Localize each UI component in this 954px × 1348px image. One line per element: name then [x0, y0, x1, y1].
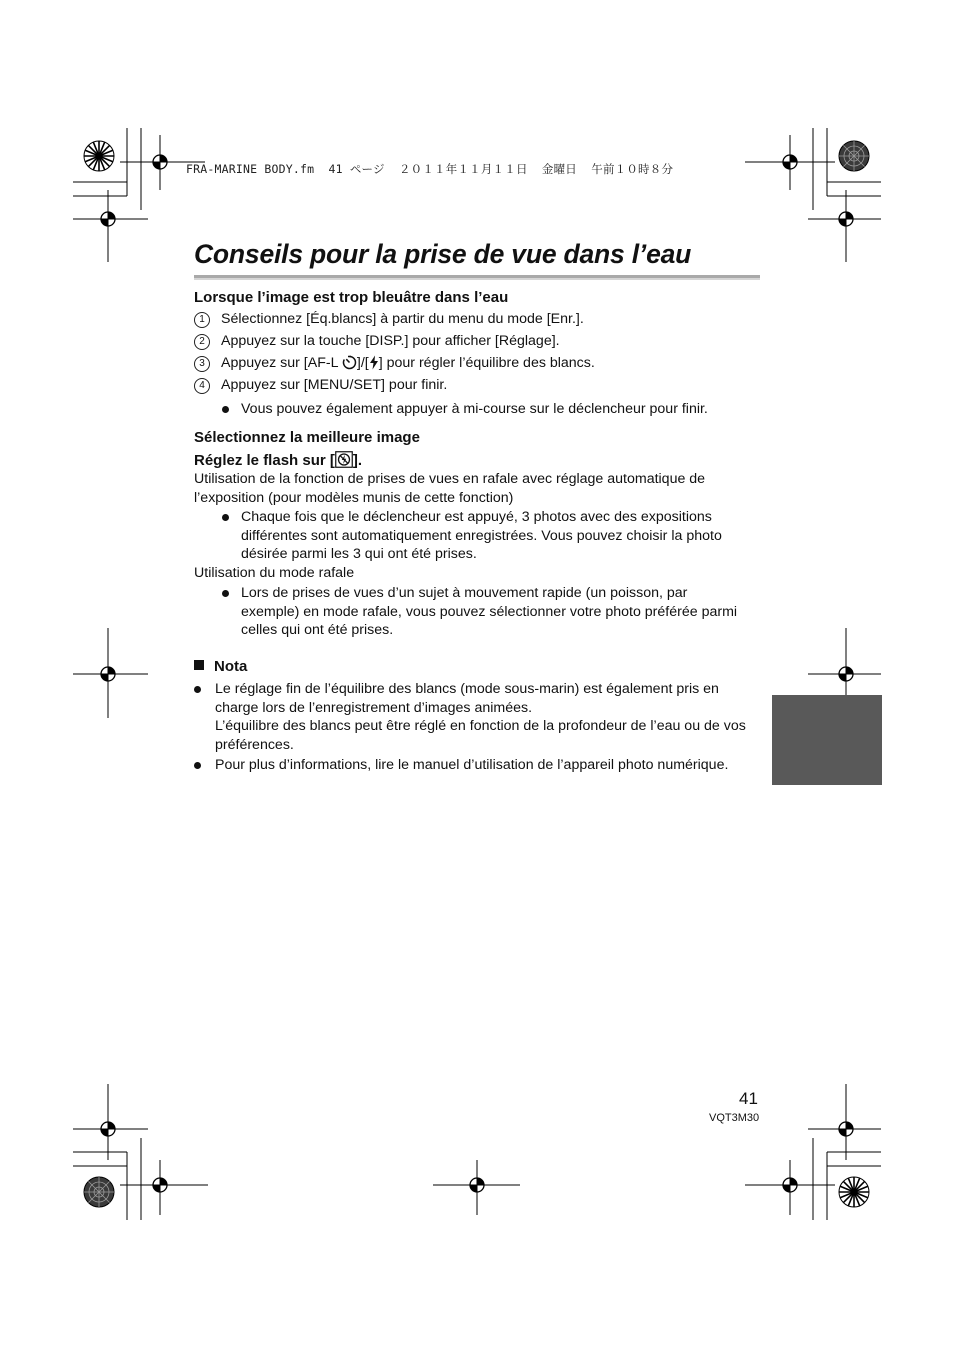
square-bullet-icon: [194, 660, 204, 670]
list-item: [194, 680, 762, 754]
step-2: [194, 333, 560, 350]
bullet-text: [215, 680, 746, 754]
text-line: L’équilibre des blancs peut être réglé en fonction de la profondeur de l’eau ou de vos: [215, 718, 746, 735]
file-header-line: FRA-MARINE BODY.fm 41 ページ ２０１１年１１月１１日 金曜日 午前１０時８分: [186, 162, 674, 176]
section2-subheading: [194, 451, 362, 469]
bullet-text: Vous pouvez également appuyer à mi-course sur le déclencheur pour finir.: [241, 401, 708, 417]
section1-heading: Lorsque l’image est trop bleuâtre dans l’eau: [194, 289, 509, 306]
flash-icon: [369, 355, 379, 370]
list-item: [194, 756, 762, 775]
document-code: VQT3M30: [709, 1112, 760, 1124]
list-item: [222, 400, 762, 419]
bullet-text: Pour plus d’informations, lire le manuel d’utilisation de l’appareil photo numérique.: [215, 757, 729, 773]
step-text: Appuyez sur [MENU/SET] pour finir.: [221, 377, 448, 393]
bullet-icon: [222, 514, 229, 521]
text-line: Chaque fois que le déclencheur est appuyé, 3 photos avec des expositions: [241, 509, 712, 525]
flash-off-icon: [335, 451, 353, 468]
step-number: 2: [194, 334, 210, 350]
list-item: [222, 508, 762, 564]
step-1: [194, 311, 584, 328]
page-title: Conseils pour la prise de vue dans l’eau: [194, 239, 692, 269]
nota-heading: [194, 658, 247, 675]
list-item: [222, 584, 762, 640]
bullet-icon: [222, 406, 229, 413]
text-line: charge lors de l’enregistrement d’images animées.: [215, 699, 533, 716]
text-line: celles qui ont été prises.: [241, 622, 394, 639]
step-3: [194, 355, 595, 372]
bullet-icon: [194, 762, 201, 769]
text-line: désirée parmi les 3 qui ont été prises.: [241, 546, 477, 563]
step-number: 3: [194, 356, 210, 372]
paragraph-1: [194, 470, 705, 507]
text-line: Utilisation de la fonction de prises de vues en rafale avec réglage automatique de: [194, 471, 706, 487]
text-line: l’exposition (pour modèles munis de cette fonction): [194, 489, 514, 506]
bullet-text: [241, 584, 737, 640]
text-line: Lors de prises de vues d’un sujet à mouvement rapide (un poisson, par: [241, 585, 688, 601]
step-text: Sélectionnez [Éq.blancs] à partir du menu du mode [Enr.].: [221, 311, 584, 327]
nota-label: Nota: [214, 658, 248, 675]
step-text: Appuyez sur la touche [DISP.] pour afficher [Réglage].: [221, 333, 560, 349]
step-text-pre: Appuyez sur [AF-L: [221, 355, 342, 371]
bullet-text: [241, 508, 722, 564]
title-underline: [194, 275, 760, 280]
bullet-icon: [222, 590, 229, 597]
text-line: Le réglage fin de l’équilibre des blancs (mode sous-marin) est également pris en: [215, 681, 719, 697]
self-timer-icon: [342, 355, 357, 370]
subheading-post: ].: [352, 452, 363, 469]
section2-heading: Sélectionnez la meilleure image: [194, 429, 420, 446]
step-number: 4: [194, 378, 210, 394]
bullet-icon: [194, 686, 201, 693]
text-line: exemple) en mode rafale, vous pouvez sélectionner votre photo préférée parmi: [241, 603, 738, 620]
step-text-post: ] pour régler l’équilibre des blancs.: [378, 355, 595, 371]
page-number: 41: [739, 1089, 758, 1108]
subheading-pre: Réglez le flash sur [: [194, 452, 335, 469]
paragraph-2: Utilisation du mode rafale: [194, 565, 355, 581]
step-4: [194, 377, 447, 394]
step-text-mid: ]/[: [356, 355, 369, 371]
step-number: 1: [194, 312, 210, 328]
text-line: différentes sont automatiquement enregistrées. Vous pouvez choisir la photo: [241, 527, 722, 544]
side-tab-marker: [772, 695, 882, 785]
text-line: préférences.: [215, 736, 294, 753]
